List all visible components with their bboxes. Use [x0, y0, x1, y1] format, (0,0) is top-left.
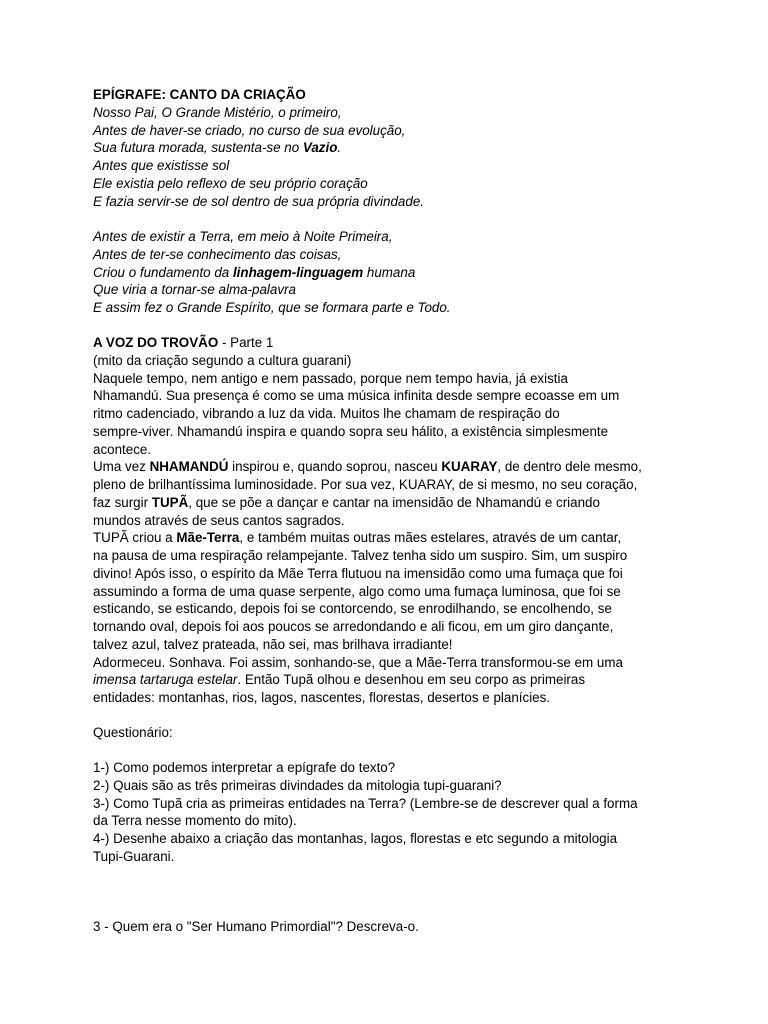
text-line: pleno de brilhantíssima luminosidade. Por sua vez, KUARAY, de si mesmo, no seu coração,: [93, 477, 638, 492]
emphasis-vazio: Vazio: [302, 140, 338, 156]
epigraph-title: EPÍGRAFE: CANTO DA CRIAÇÃO: [93, 87, 306, 102]
footer-section: [93, 918, 693, 936]
story-paragraph-3: [93, 529, 693, 653]
text-line: Adormeceu. Sonhava. Foi assim, sonhando-se, que a Mãe-Terra transformou-se em uma: [93, 654, 623, 670]
text-line: acontece.: [93, 441, 152, 457]
quiz-section: [93, 724, 693, 742]
epigraph-line: Que viria a tornar-se alma-palavra: [93, 282, 296, 298]
quiz-item: da Terra nesse momento do mito).: [93, 813, 297, 829]
quiz-title: Questionário:: [93, 725, 173, 740]
epigraph-line: Nosso Pai, O Grande Mistério, o primeiro,: [93, 104, 342, 120]
text-line: esticando, se esticando, depois foi se contorcendo, se enrodilhando, se encolhendo, se: [93, 601, 612, 617]
text-line: entidades: montanhas, rios, lagos, nascentes, florestas, desertos e planícies.: [93, 690, 551, 705]
epigraph-line: E fazia servir-se de sol dentro de sua própria divindade.: [93, 193, 424, 209]
text-line: mundos através de seus cantos sagrados.: [93, 512, 345, 528]
epigraph-line: Antes de existir a Terra, em meio à Noite Primeira,: [93, 229, 393, 244]
epigraph-line: Antes de haver-se criado, no curso de sua evolução,: [93, 122, 406, 138]
quiz-item: 4-) Desenhe abaixo a criação das montanhas, lagos, florestas e etc segundo a mitologia: [93, 831, 618, 846]
epigraph-line: Sua futura morada, sustenta-se no Vazio.: [93, 140, 342, 156]
text-line: tornando oval, depois foi aos poucos se arredondando e ali ficou, em um giro dançante,: [93, 619, 614, 634]
story-subtitle: (mito da criação segundo a cultura guarani): [93, 352, 352, 368]
text-line: divino! Após isso, o espírito da Mãe Terra flutuou na imensidão como uma fumaça que foi: [93, 565, 623, 581]
epigraph-line: Antes que existisse sol: [93, 158, 230, 173]
quiz-item: 3-) Como Tupã cria as primeiras entidades na Terra? (Lembre-se de descrever qual a forma: [93, 795, 638, 811]
text-line: na pausa de uma respiração relampejante. Talvez tenha sido um suspiro. Sim, um suspiro: [93, 548, 628, 563]
text-line: Uma vez NHAMANDÚ inspirou e, quando soprou, nasceu KUARAY, de dentro dele mesmo,: [93, 459, 642, 475]
text-line: Naquele tempo, nem antigo e nem passado, porque nem tempo havia, já existia: [93, 370, 568, 386]
quiz-list: [93, 759, 693, 866]
text-line: talvez azul, talvez prateada, não sei, mas brilhava irradiante!: [93, 636, 453, 652]
epigraph-line: Antes de ter-se conhecimento das coisas,: [93, 246, 342, 262]
epigraph-line: Ele existia pelo reflexo de seu próprio coração: [93, 175, 368, 191]
text-line: assumindo a forma de uma quase serpente, algo como uma fumaça luminosa, que foi se: [93, 583, 621, 599]
epigraph-line: E assim fez o Grande Espírito, que se formara parte e Todo.: [93, 300, 451, 315]
story-section: [93, 334, 693, 707]
footer-question: 3 - Quem era o "Ser Humano Primordial"? Descreva-o.: [93, 919, 419, 934]
epigraph-section: [93, 86, 693, 210]
epigraph-line: Criou o fundamento da linhagem-linguagem humana: [93, 264, 416, 280]
quiz-item: 1-) Como podemos interpretar a epígrafe do texto?: [93, 760, 396, 775]
emphasis-linhagem: linhagem-linguagem: [232, 264, 364, 280]
story-paragraph-1: [93, 370, 693, 459]
story-paragraph-2: [93, 458, 693, 529]
story-paragraph-4: [93, 654, 693, 707]
text-line: Nhamandú. Sua presença é como se uma música infinita desde sempre ecoasse em um: [93, 388, 620, 404]
text-line: faz surgir TUPÃ, que se põe a dançar e cantar na imensidão de Nhamandú e criando: [93, 494, 600, 510]
epigraph-stanza-2: [93, 228, 693, 317]
text-line: imensa tartaruga estelar. Então Tupã olhou e desenhou em seu corpo as primeiras: [93, 672, 586, 688]
text-line: ritmo cadenciado, vibrando a luz da vida. Muitos lhe chamam de respiração do: [93, 406, 560, 421]
story-title: A VOZ DO TROVÃO - Parte 1: [93, 335, 274, 350]
quiz-item: Tupi-Guarani.: [93, 848, 175, 864]
quiz-item: 2-) Quais são as três primeiras divindades da mitologia tupi-guarani?: [93, 777, 502, 793]
text-line: sempre-viver. Nhamandú inspira e quando sopra seu hálito, a existência simplesmente: [93, 423, 609, 439]
epigraph-stanza-1: [93, 104, 693, 211]
text-line: TUPÃ criou a Mãe-Terra, e também muitas outras mães estelares, através de um cantar,: [93, 530, 622, 546]
